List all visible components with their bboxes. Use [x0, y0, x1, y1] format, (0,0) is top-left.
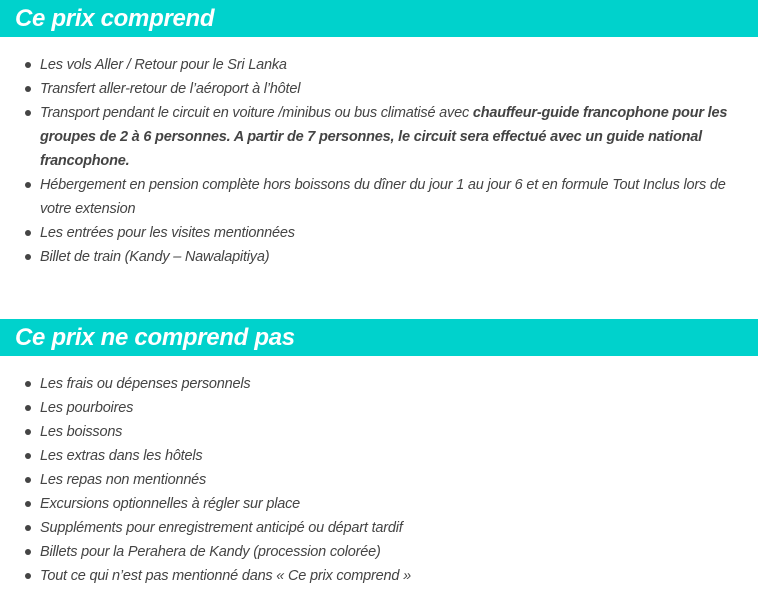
excluded-section-title: Ce prix ne comprend pas: [15, 324, 295, 351]
bullet-icon: [25, 477, 31, 483]
excluded-section-header: [0, 319, 758, 356]
bullet-icon: [25, 549, 31, 555]
list-item: Hébergement en pension complète hors boissons du dîner du jour 1 au jour 6 et en formule Tout Inclus lors de votre extension: [40, 173, 738, 221]
list-item: Les boissons: [40, 420, 738, 444]
bullet-icon: [25, 182, 31, 188]
list-item: Suppléments pour enregistrement anticipé ou départ tardif: [40, 516, 738, 540]
list-item: Excursions optionnelles à régler sur place: [40, 492, 738, 516]
list-item: Les frais ou dépenses personnels: [40, 372, 738, 396]
bullet-icon: [25, 381, 31, 387]
list-item: Transport pendant le circuit en voiture /minibus ou bus climatisé avec chauffeur-guide francophone pour les groupes de 2 à 6 personnes. A partir de 7 personnes, le circuit sera effectué avec un guide national francophone.: [40, 101, 738, 173]
list-item: Les repas non mentionnés: [40, 468, 738, 492]
bullet-icon: [25, 86, 31, 92]
list-item: Les entrées pour les visites mentionnées: [40, 221, 738, 245]
included-section: [0, 0, 758, 269]
bullet-icon: [25, 110, 31, 116]
bold-guide-note: chauffeur-guide francophone pour les groupes de 2 à 6 personnes. A partir de 7 personnes, le circuit sera effectué avec un guide national francophone.: [40, 105, 728, 169]
excluded-list: [0, 356, 758, 588]
list-item: Les extras dans les hôtels: [40, 444, 738, 468]
bullet-icon: [25, 573, 31, 579]
bullet-icon: [25, 230, 31, 236]
list-item: Les vols Aller / Retour pour le Sri Lanka: [40, 53, 738, 77]
bullet-icon: [25, 525, 31, 531]
bullet-icon: [25, 453, 31, 459]
bullet-icon: [25, 429, 31, 435]
list-item: Billets pour la Perahera de Kandy (procession colorée): [40, 540, 738, 564]
bullet-icon: [25, 254, 31, 260]
included-list: [0, 37, 758, 269]
list-item: Tout ce qui n’est pas mentionné dans « Ce prix comprend »: [40, 564, 738, 588]
included-section-header: [0, 0, 758, 37]
included-section-title: Ce prix comprend: [15, 5, 215, 32]
excluded-section: [0, 319, 758, 588]
bullet-icon: [25, 405, 31, 411]
list-item: Transfert aller-retour de l’aéroport à l’hôtel: [40, 77, 738, 101]
list-item: Billet de train (Kandy – Nawalapitiya): [40, 245, 738, 269]
bullet-icon: [25, 501, 31, 507]
list-item: Les pourboires: [40, 396, 738, 420]
bullet-icon: [25, 62, 31, 68]
